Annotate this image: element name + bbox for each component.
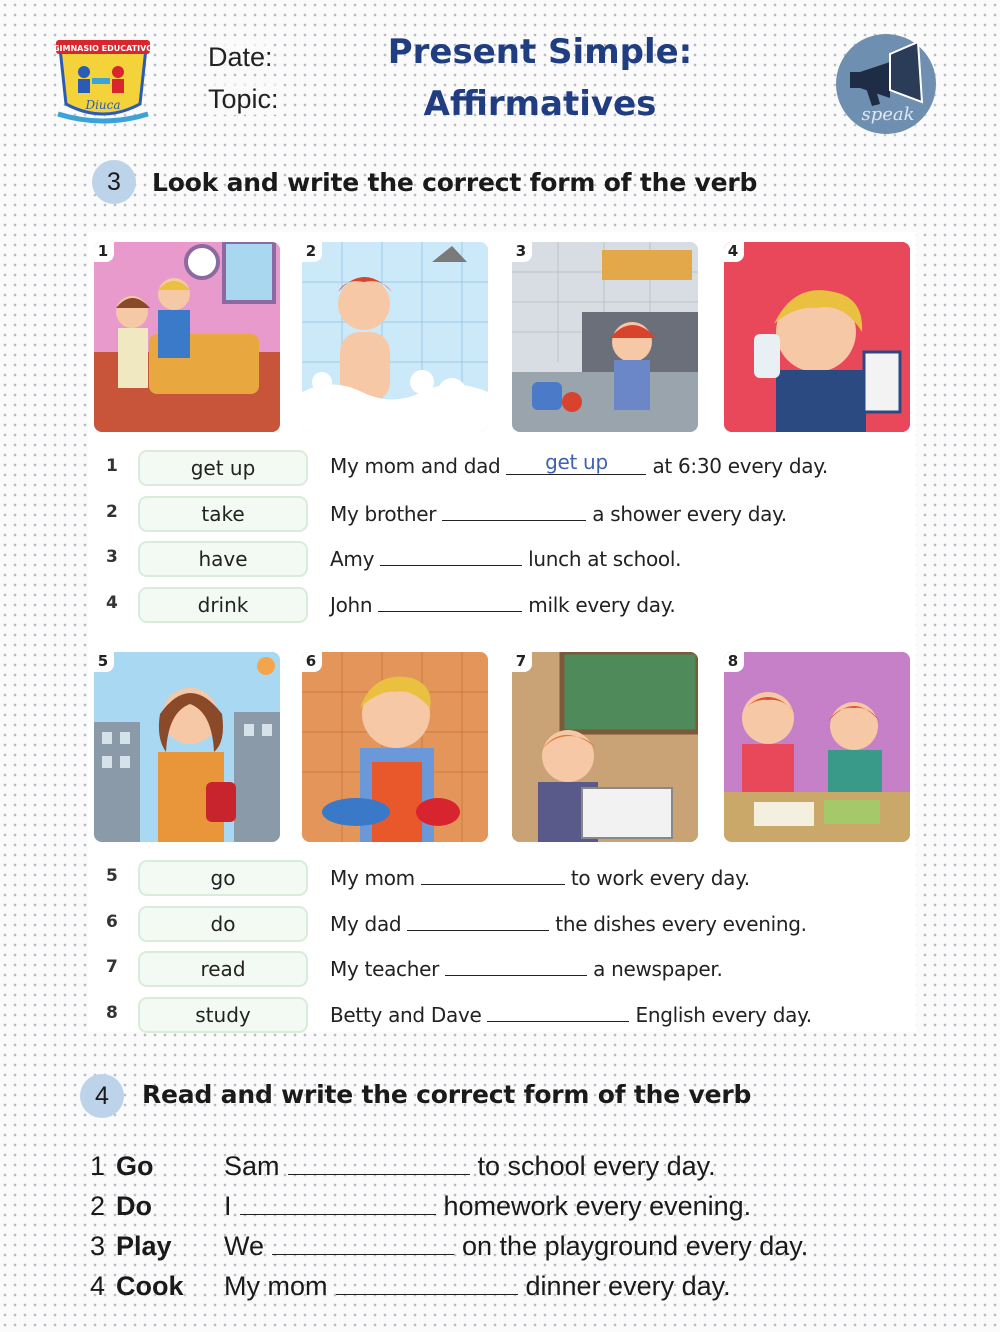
exercise4-instruction: Read and write the correct form of the verb <box>142 1080 752 1109</box>
exercise3-row <box>88 494 916 534</box>
exercise3-instruction: Look and write the correct form of the verb <box>152 168 758 197</box>
verb-box: get up <box>138 450 308 486</box>
answer-blank[interactable] <box>378 591 522 612</box>
exercise3-row <box>88 539 916 579</box>
sentence-end: a newspaper. <box>593 957 723 981</box>
picture-4 <box>724 242 910 432</box>
date-label: Date: <box>208 42 273 72</box>
sentence-end: on the playground every day. <box>462 1231 809 1261</box>
row-number: 2 <box>90 1191 106 1221</box>
exercise3-row <box>88 448 916 488</box>
sentence-end: at 6:30 every day. <box>652 454 828 478</box>
answer-blank[interactable] <box>288 1150 470 1175</box>
exercise3-row <box>88 949 916 989</box>
verb-word: Go <box>116 1151 154 1181</box>
answer-text: get up <box>545 450 608 474</box>
exercise3-row <box>88 904 916 944</box>
picture-number: 7 <box>512 652 532 672</box>
sentence <box>330 591 676 617</box>
sentence-end: the dishes every evening. <box>555 911 807 936</box>
sentence-end: homework every evening. <box>443 1191 752 1221</box>
verb-word: Play <box>116 1231 172 1261</box>
speak-badge[interactable] <box>832 32 940 136</box>
picture-number: 3 <box>512 242 532 262</box>
verb-box: do <box>138 906 308 942</box>
sentence-end: to school every day. <box>477 1151 716 1181</box>
answer-blank[interactable] <box>487 1001 629 1022</box>
sentence-end: a shower every day. <box>592 501 787 526</box>
sentence-start: Amy <box>330 547 375 571</box>
speak-label: speak <box>861 104 915 125</box>
sentence-start: My mom <box>224 1271 328 1301</box>
sentence <box>330 864 750 890</box>
verb-box: study <box>138 997 308 1033</box>
row-number: 2 <box>106 501 118 522</box>
answer-blank[interactable] <box>442 500 586 521</box>
row-number: 1 <box>90 1151 106 1181</box>
logo-sub: Diuca <box>85 98 121 112</box>
page-title-line2: Affirmatives <box>423 84 657 124</box>
sentence-start: Sam <box>224 1151 280 1181</box>
verb-box: take <box>138 496 308 532</box>
picture-number: 8 <box>724 652 744 672</box>
row-number: 3 <box>90 1231 106 1261</box>
exercise3-row <box>88 585 916 625</box>
answer-blank[interactable] <box>240 1190 436 1215</box>
answer-blank[interactable] <box>380 545 522 566</box>
exercise3-number-badge: 3 <box>92 160 136 204</box>
sentence-start: My teacher <box>330 957 440 981</box>
sentence-end: to work every day. <box>570 866 750 890</box>
sentence-start: We <box>224 1231 265 1261</box>
sentence <box>330 450 828 478</box>
answer-blank[interactable] <box>407 910 549 931</box>
answer-blank[interactable] <box>421 864 565 885</box>
sentence-start: My brother <box>330 501 437 526</box>
row-number: 4 <box>106 592 118 613</box>
row-number: 7 <box>106 957 118 977</box>
sentence <box>330 500 787 526</box>
verb-box: go <box>138 860 308 896</box>
picture-number: 5 <box>94 652 114 672</box>
row-number: 3 <box>106 547 118 567</box>
row-number: 8 <box>106 1002 118 1023</box>
exercise3-row <box>88 995 916 1035</box>
picture-5 <box>94 652 280 842</box>
sentence <box>330 955 723 981</box>
sentence <box>330 1001 812 1027</box>
picture-number: 1 <box>94 242 114 262</box>
picture-6 <box>302 652 488 842</box>
sentence-start: I <box>224 1191 232 1221</box>
verb-box: have <box>138 541 308 577</box>
picture-8 <box>724 652 910 842</box>
exercise4-number-badge: 4 <box>80 1074 124 1118</box>
answer-blank[interactable] <box>336 1270 518 1295</box>
exercise4-row <box>90 1190 751 1226</box>
sentence-start: Betty and Dave <box>330 1002 482 1027</box>
picture-1 <box>94 242 280 432</box>
verb-box: read <box>138 951 308 987</box>
sentence <box>330 545 681 571</box>
sentence-start: My mom and dad <box>330 454 501 478</box>
picture-3 <box>512 242 698 432</box>
sentence-end: lunch at school. <box>528 547 682 571</box>
verb-word: Do <box>116 1191 152 1221</box>
exercise3-panel <box>88 232 916 1032</box>
topic-label: Topic: <box>208 84 279 114</box>
exercise4-row <box>90 1230 808 1266</box>
page-title-line1: Present Simple: <box>387 32 693 72</box>
picture-number: 2 <box>302 242 322 262</box>
row-number: 4 <box>90 1271 106 1301</box>
exercise4-row <box>90 1270 731 1306</box>
picture-number: 4 <box>724 242 744 262</box>
sentence-end: English every day. <box>635 1002 812 1027</box>
answer-blank[interactable] <box>506 450 646 475</box>
picture-number: 6 <box>302 652 322 672</box>
picture-7 <box>512 652 698 842</box>
answer-blank[interactable] <box>272 1230 454 1255</box>
exercise3-row <box>88 858 916 898</box>
exercise4-row <box>90 1150 716 1186</box>
row-number: 1 <box>106 456 118 476</box>
sentence <box>330 910 807 936</box>
sentence-end: dinner every day. <box>525 1271 731 1301</box>
verb-word: Cook <box>116 1271 184 1301</box>
verb-box: drink <box>138 587 308 623</box>
answer-blank[interactable] <box>445 955 587 976</box>
sentence-start: My dad <box>330 911 402 936</box>
sentence-end: milk every day. <box>528 592 676 617</box>
row-number: 6 <box>106 911 118 932</box>
logo-text: GIMNASIO EDUCATIVO <box>52 44 154 53</box>
row-number: 5 <box>106 866 118 886</box>
picture-2 <box>302 242 488 432</box>
sentence-start: John <box>330 592 373 617</box>
sentence-start: My mom <box>330 866 415 890</box>
school-logo <box>52 34 154 124</box>
